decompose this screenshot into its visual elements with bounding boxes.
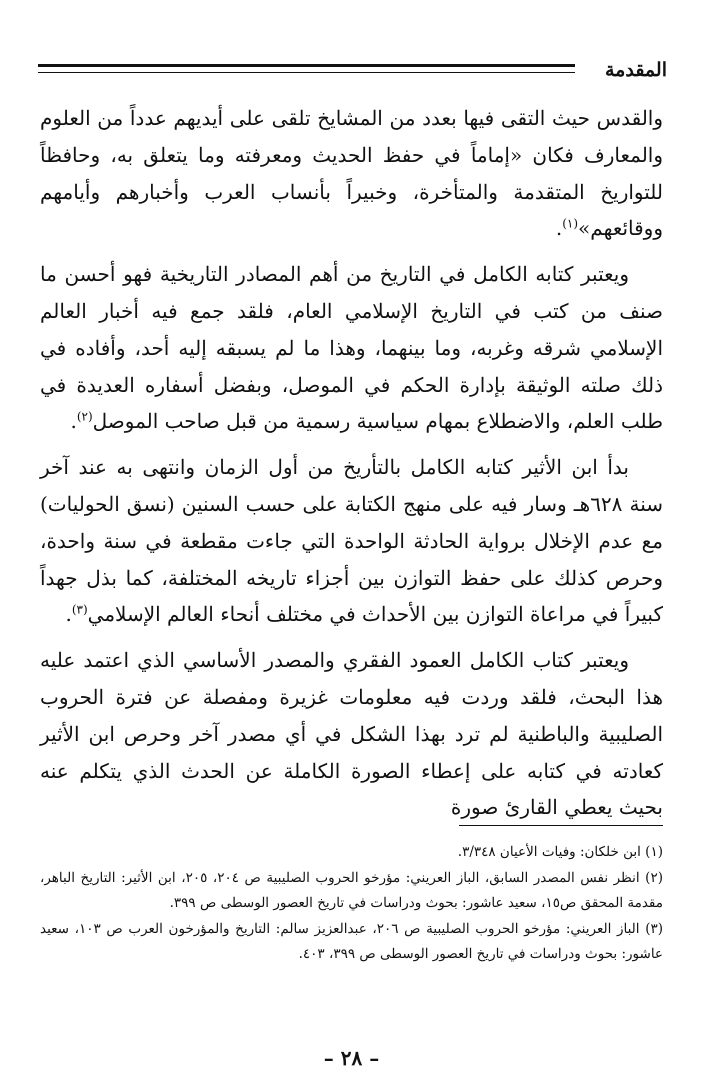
running-header — [38, 58, 667, 88]
footnote-separator — [459, 825, 663, 826]
paragraph-2-tail: . — [70, 409, 77, 434]
paragraph-4-text: ويعتبر كتاب الكامل العمود الفقري والمصدر الأساسي الذي اعتمد عليه هذا البحث، فلقد وردت فيه معلومات غزيرة ومفصلة عن فترة الحروب الصليبية والباطنية لم ترد بهذا الشكل في أي مصدر آخر وحرص ابن الأثير كعادته في كتابه على إعطاء الصورة الكاملة عن الحدث الذي يتكلم عنه بحيث يعطي القارئ صورة — [40, 648, 663, 820]
footnote-3: (٣) الباز العريني: مؤرخو الحروب الصليبية ص ٢٠٦، عبدالعزيز سالم: التاريخ والمؤرخون العرب ص ١٠٣، سعيد عاشور: بحوث ودراسات في تاريخ العصور الوسطى ص ٣٩٩، ٤٠٣. — [40, 920, 664, 962]
header-rule — [38, 64, 575, 73]
paragraph-1-text: والقدس حيث التقى فيها بعدد من المشايخ تلقى على أيديهم عدداً من العلوم والمعارف فكان «إماماً في حفظ الحديث ومعرفته وما يتعلق به، وحافظاً للتواريخ المتقدمة والمتأخرة، وخبيراً بأنساب العرب وأخبارهم وأيامهم ووقائعهم» — [40, 106, 663, 241]
footnote-ref-2: (٢) — [76, 409, 93, 424]
paragraph-2 — [40, 256, 663, 440]
paragraph-1-tail: . — [555, 216, 563, 241]
paragraph-1 — [40, 100, 663, 247]
paragraph-3-text: بدأ ابن الأثير كتابه الكامل بالتأريخ من أول الزمان وانتهى به عند آخر سنة ٦٢٨هـ وسار فيه على منهج الكتابة على حسب السنين (نسق الحوليات) مع عدم الإخلال برواية الحادثة الواحدة التي جاءت مقطعة في سنة واحدة، وحرص كذلك على حفظ التوازن بين أجزاء تاريخه المختلفة، كما بذل جهداً كبيراً في مراعاة التوازن بين الأحداث في مختلف أنحاء العالم الإسلامي — [40, 455, 663, 627]
chapter-title: المقدمة — [604, 59, 667, 81]
footnotes — [40, 840, 663, 968]
footnote-ref-3: (٣) — [71, 602, 88, 617]
footnote-1: (١) ابن خلكان: وفيات الأعيان ٣/٣٤٨. — [457, 844, 663, 860]
paragraph-3 — [40, 449, 663, 633]
paragraph-4 — [40, 642, 663, 826]
paragraph-3-tail: . — [65, 602, 72, 627]
page-number: – ٢٨ – — [323, 1046, 380, 1070]
paragraph-2-text: ويعتبر كتابه الكامل في التاريخ من أهم المصادر التاريخية فهو أحسن ما صنف من كتب في التاريخ الإسلامي العام، فلقد جمع فيه أخبار العالم الإسلامي شرقه وغربه، وما بينهما، وهذا ما لم يسبقه إليه أحد، وأفاده في ذلك صلته الوثيقة بإدارة الحكم في الموصل، وبفضل أسفاره العديدة في طلب العلم، والاضطلاع بمهام سياسية رسمية من قبل صاحب الموصل — [40, 262, 663, 434]
body-text — [40, 100, 663, 826]
footnote-ref-1: (١) — [562, 216, 579, 231]
footnote-2: (٢) انظر نفس المصدر السابق، الباز العريني: مؤرخو الحروب الصليبية ص ٢٠٤، ٢٠٥، ابن الأثير: التاريخ الباهر، مقدمة المحقق ص١٥، سعيد عاشور: بحوث ودراسات في تاريخ العصور الوسطى ص ٣٩٩. — [40, 869, 663, 911]
